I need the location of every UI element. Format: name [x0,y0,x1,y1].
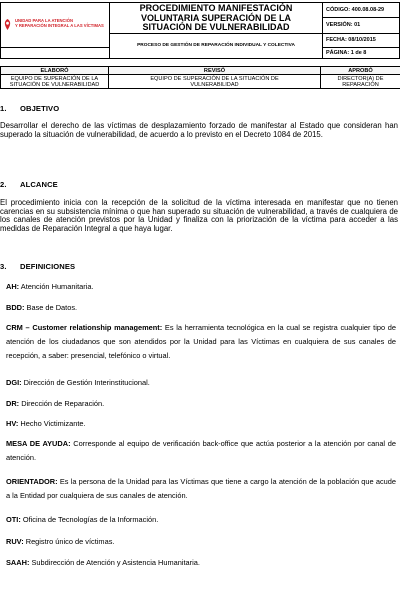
definition-ruv [6,535,396,549]
document-header [0,2,400,59]
definition-term: DGI: [6,378,22,387]
elaboro-value [1,75,109,89]
definition-text: Hecho Victimizante. [18,419,86,428]
definition-text: Oficina de Tecnologías de la Información. [20,515,159,524]
definition-term: HV: [6,419,19,428]
definition-text: Dirección de Reparación. [19,399,105,408]
definition-text: Dirección de Gestión Interinstitucional. [21,378,150,387]
elaboro-line1: EQUIPO DE SUPERACIÓN DE LA [10,75,99,82]
aprobo-value [321,75,400,89]
definition-text: Es la herramienta tecnológica en la cual se registra cualquier tipo de atención de los ciudadanos que son atendidos por la Unidad para las Víctimas en cualquiera de sus canales de recepción, a saber: presencial, telefónico o virtual. [6,323,396,360]
title-line2: VOLUNTARIA SUPERACIÓN DE LA [140,12,291,23]
definition-text: Base de Datos. [24,303,78,312]
logo-mark-icon [3,19,12,30]
section-number: 3. [0,262,7,271]
version-field: VERSIÓN: 01 [323,18,400,33]
section-heading-alcance [0,180,58,189]
section-heading-objetivo [0,104,59,113]
reviso-line2: VULNERABILIDAD [190,81,239,88]
approval-table [0,66,400,89]
reviso-line1: EQUIPO DE SUPERACIÓN DE LA SITUACIÓN DE [150,75,279,82]
definition-text: Atención Humanitaria. [19,282,94,291]
definition-text: Es la persona de la Unidad para las Víctimas que tiene a cargo la atención de la población que acude a la Entidad por cualquiera de sus canales de atención. [6,477,396,500]
section-title: ALCANCE [20,180,58,189]
definition-dgi [6,376,396,390]
objetivo-paragraph: Desarrollar el derecho de las víctimas de desplazamiento forzado de manifestar al Estado que consideran han superado la situación de vulnerabilidad, de acuerdo a lo previsto en el Decreto 1084 de 2015. [0,121,398,139]
definition-crm [6,321,396,363]
section-title: OBJETIVO [20,104,60,113]
process-subtitle: PROCESO DE GESTIÓN DE REPARACIÓN INDIVIDUAL Y COLECTIVA [110,33,323,59]
definition-hv [6,417,396,431]
logo-cell-bottom [1,48,110,59]
codigo-field: CÓDIGO: 400.08.08-29 [323,3,400,18]
reviso-header: REVISÓ [109,67,321,75]
definition-term: CRM – Customer relationship management: [6,323,163,332]
aprobo-header: APROBÓ [321,67,400,75]
document-title [110,3,323,34]
logo-cell [1,3,110,48]
title-line3: SITUACIÓN DE VULNERABILIDAD [142,22,290,32]
definition-term: OTI: [6,515,21,524]
definition-term: RUV: [6,537,24,546]
definition-term: MESA DE AYUDA: [6,439,71,448]
section-title: DEFINICIONES [20,262,76,271]
fecha-field: FECHA: 08/10/2015 [323,33,400,48]
definition-text: Subdirección de Atención y Asistencia Humanitaria. [29,558,200,567]
logo-text-line2: Y REPARACIÓN INTEGRAL A LAS VÍCTIMAS [15,23,104,28]
definition-term: ORIENTADOR: [6,477,58,486]
definition-text: Corresponde al equipo de verificación back-office que actúa posterior a la atención por canal de atención. [6,439,396,462]
definition-term: SAAH: [6,558,30,567]
aprobo-line1: DIRECTOR(A) DE [337,75,384,82]
logo-text [15,18,104,28]
definition-orientador [6,475,396,503]
section-number: 2. [0,180,7,189]
alcance-paragraph: El procedimiento inicia con la recepción de la solicitud de la víctima interesada en manifestar que no tienen carencias en su subsistencia mínima o que han superado su situación de vulnerabilidad, a través de cualquiera de los canales de atención previstos por la Unidad y finaliza con la priorización de la víctima para acceder a las medidas de Reparación Integral a que haya lugar. [0,198,398,233]
definition-term: DR: [6,399,20,408]
section-heading-definiciones [0,262,75,271]
elaboro-line2: SITUACIÓN DE VULNERABILIDAD [9,81,100,88]
definition-term: BDD: [6,303,25,312]
definition-bdd [6,301,396,315]
title-line1: PROCEDIMIENTO MANIFESTACIÓN [139,3,293,13]
definition-oti [6,513,396,527]
pagina-field: PÁGINA: 1 de 8 [323,48,400,59]
definition-text: Registro único de víctimas. [23,537,115,546]
definition-term: AH: [6,282,20,291]
definition-ah [6,280,396,294]
definition-saah [6,556,396,570]
definition-dr [6,397,396,411]
definition-mesa-de-ayuda [6,437,396,465]
section-number: 1. [0,104,7,113]
reviso-value [109,75,321,89]
unidad-victimas-logo [3,15,107,37]
elaboro-header: ELABORÓ [1,67,109,75]
aprobo-line2: REPARACIÓN [342,81,379,88]
logo-text-line1: UNIDAD PARA LA ATENCIÓN [15,18,74,23]
